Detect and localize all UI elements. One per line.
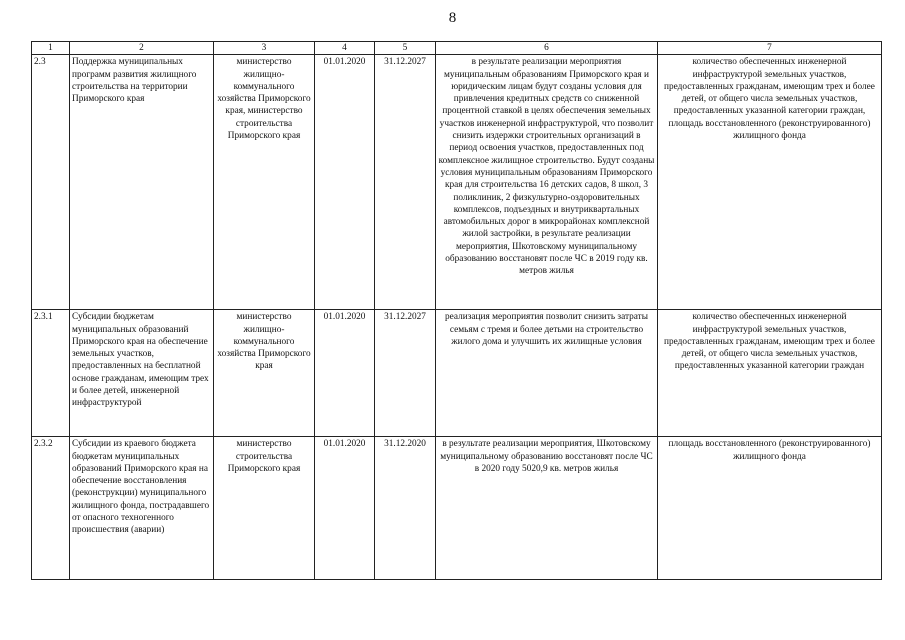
column-header: 7 [658,42,882,55]
measure-name: Поддержка муниципальных программ развития жилищного строительства на территории Приморского края [70,55,214,310]
indicator: площадь восстановленного (реконструированного) жилищного фонда [658,437,882,580]
start-date: 01.01.2020 [315,310,375,437]
expected-result: в результате реализации мероприятия муниципальным образованиям Приморского края и юридическим лицам будут созданы условия для привлечения кредитных средств со сниженной процентной ставкой в целях обеспечения земельных участков инженерной инфраструктурой, что позволит снизить издержки строительных организаций в период освоения участков, предоставленных под комплексное жилищное строительство. Будут созданы условия муниципальным образованиям Приморского края для строительства 16 детских садов, 8 школ, 3 поликлиник, 2 физкультурно-оздоровительных комплексов, подъездных и внутриквартальных автомобильных дорог в микрорайонах комплексной жилой застройки, в результате реализации мероприятия, Шкотовскому муниципальному образованию восстановят после ЧС в 2019 году кв. метров жилья [436,55,658,310]
column-header: 6 [436,42,658,55]
column-header: 3 [214,42,315,55]
end-date: 31.12.2027 [375,55,436,310]
responsible-executor: министерство строительства Приморского края [214,437,315,580]
indicator: количество обеспеченных инженерной инфраструктурой земельных участков, предоставленных гражданам, имеющим трех и более детей, от общего числа земельных участков, предоставленных указанной категории граждан [658,310,882,437]
start-date: 01.01.2020 [315,55,375,310]
page-number: 8 [448,10,457,26]
expected-result: реализация мероприятия позволит снизить затраты семьям с тремя и более детьми на строительство жилого дома и улучшить их жилищные условия [436,310,658,437]
indicator: количество обеспеченных инженерной инфраструктурой земельных участков, предоставленных гражданам, имеющим трех и более детей, от общего числа земельных участков, предоставленных указанной категории граждан, площадь восстановленного (реконструированного) жилищного фонда [658,55,882,310]
row-number: 2.3.1 [32,310,70,437]
end-date: 31.12.2020 [375,437,436,580]
program-measures-table [31,41,882,580]
start-date: 01.01.2020 [315,437,375,580]
column-header: 5 [375,42,436,55]
column-header: 1 [32,42,70,55]
responsible-executor: министерство жилищно-коммунального хозяйства Приморского края, министерство строительства Приморского края [214,55,315,310]
column-header: 2 [70,42,214,55]
measure-name: Субсидии бюджетам муниципальных образований Приморского края на обеспечение земельных участков, предоставленных на бесплатной основе гражданам, имеющим трех и более детей, инженерной инфраструктурой [70,310,214,437]
column-header: 4 [315,42,375,55]
measure-name: Субсидии из краевого бюджета бюджетам муниципальных образований Приморского края на обеспечение восстановления (реконструкции) муниципального жилищного фонда, пострадавшего от опасного техногенного происшествия (аварии) [70,437,214,580]
table-row [32,310,882,437]
table-row [32,55,882,310]
row-number: 2.3.2 [32,437,70,580]
table-row [32,437,882,580]
end-date: 31.12.2027 [375,310,436,437]
expected-result: в результате реализации мероприятия, Шкотовскому муниципальному образованию восстановят после ЧС в 2020 году 5020,9 кв. метров жилья [436,437,658,580]
responsible-executor: министерство жилищно-коммунального хозяйства Приморского края [214,310,315,437]
row-number: 2.3 [32,55,70,310]
table-header-row [32,42,882,55]
